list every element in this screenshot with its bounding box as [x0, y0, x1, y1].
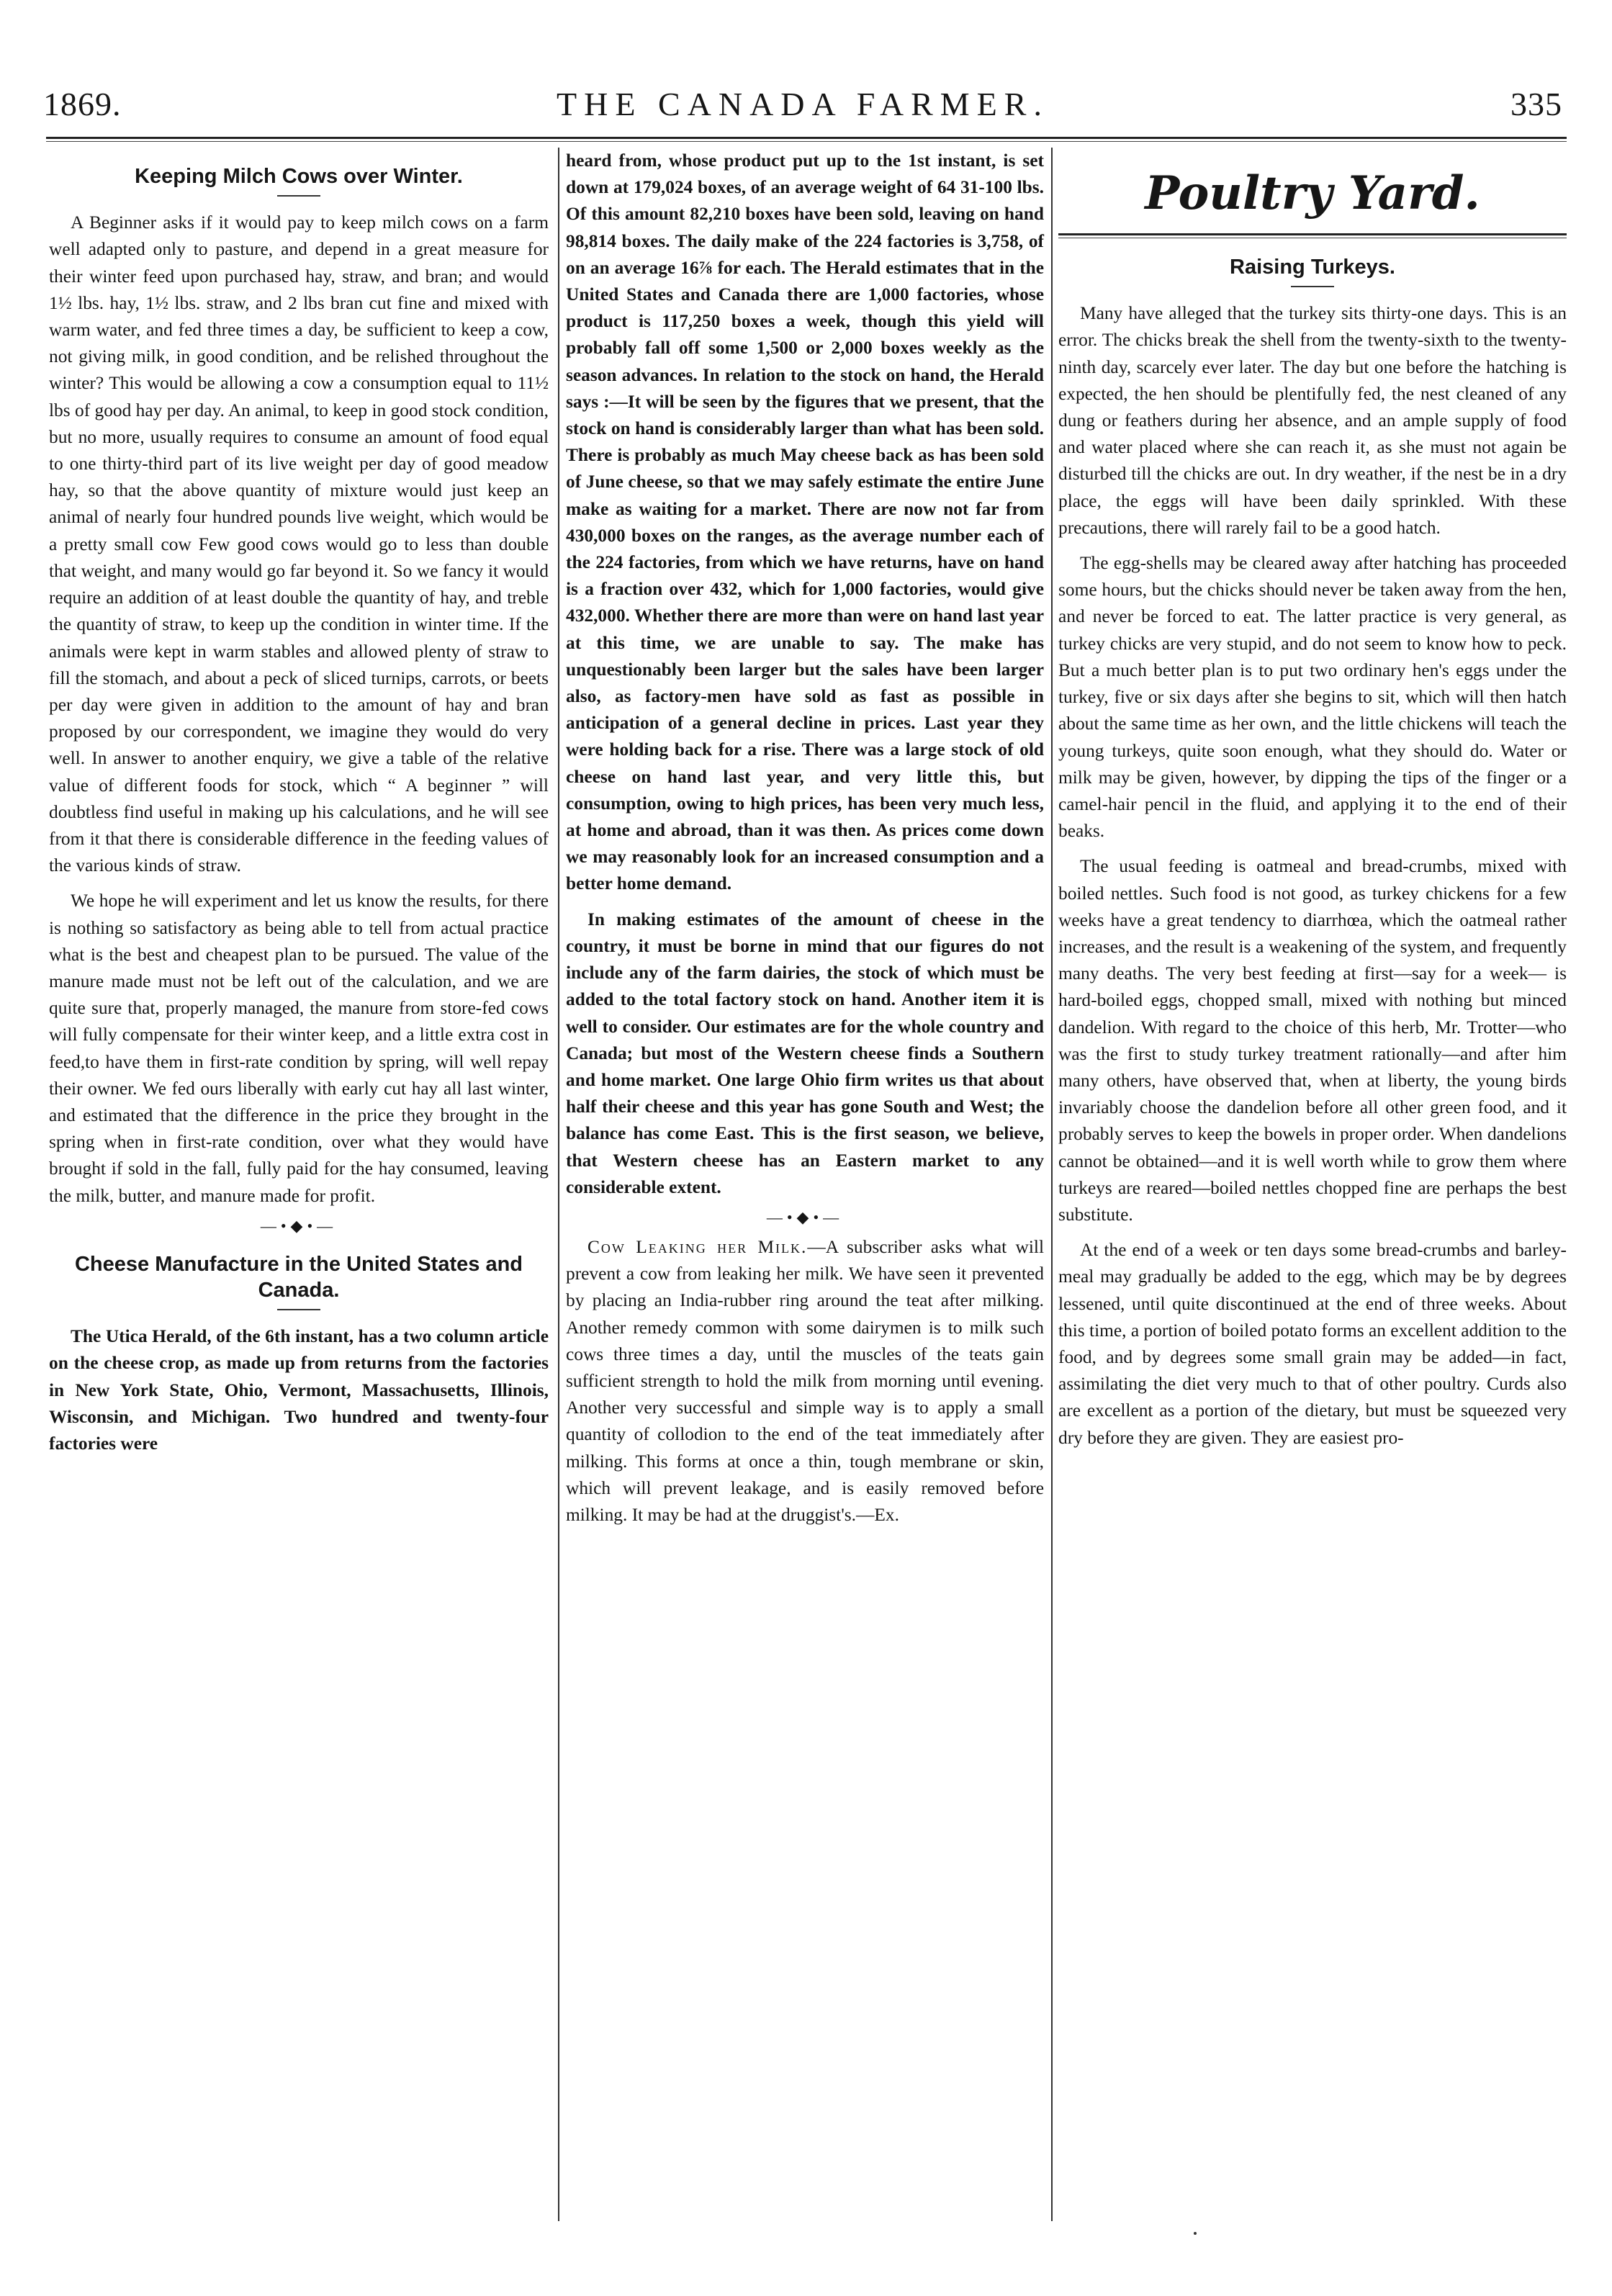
article-paragraph: A Beginner asks if it would pay to keep milch cows on a farm well adapted only to pasture, and depend in a great measure for their winter feed upon purchased hay, straw, and bran; and would 1½ lbs. hay, 1½ lbs. straw, and 2 lbs bran cut fine and mixed with warm water, and fed three times a day, be sufficient to keep a cow, not giving milk, in good condition, and be relished throughout the winter? This would be allowing a cow a consumption equal to 11½ lbs of good hay per day. An animal, to keep in good stock condition, but no more, usually requires to consume an amount of food equal to one thirty-third part of its live weight per day of good meadow hay, so that the above quantity of mixture would just keep an animal of nearly four hundred pounds live weight, which would be a pretty small cow Few good cows would go to less than double that weight, and many would go far beyond it. So we fancy it would require an addition of at least double the quantity of hay, and treble the quantity of straw, to keep up the condition in winter time. If the animals were kept in warm stables and allowed plenty of straw to fill the stomach, and about a peck of sliced turnips, carrots, or beets per day were given in addition to the amount of hay and bran proposed by our correspondent, we imagine they would do very well. In answer to another enquiry, we give a table of the relative value of different foods for stock, which “ A beginner ” will doubtless find useful in making up his calculations, and he will see from it that there is considerable difference in the feeding values of the various kinds of straw. — [49, 212, 549, 876]
column-divider-2 — [1051, 148, 1053, 2221]
article-paragraph: At the end of a week or ten days some bread-crumbs and barley-meal may gradually be added to the egg, which may be by degrees lessened, until quite discontinued at the end of three weeks. About this time, a portion of boiled potato forms an excellent addition to the food, and by degrees some small grain may be added—in fact, assimilating the diet very much to that of other poultry. Curds also are excellent as a portion of the dietary, but must be squeezed very dry before they are given. They are easiest pro- — [1058, 1240, 1567, 1448]
header-rule-thin — [46, 141, 1567, 142]
column-1 — [49, 148, 549, 1457]
article-paragraph: The egg-shells may be cleared away after hatching has proceeded some hours, but the chicks should never be taken away from the hen, and never be forced to eat. The latter practice is very general, as turkey chicks are very stupid, and do not seem to know how to peck. But a much better plan is to put two ordinary hen's eggs under the turkey, five or six days after she begins to sit, which will then hatch about the same time as her own, and the little chickens will teach the young turkeys, quite soon enough, what they should do. Water or milk may be given, however, by dipping the tips of the finger or a camel-hair pencil in the fluid, and applying it to the end of their beaks. — [1058, 553, 1567, 842]
article-paragraph-cow-leaking — [566, 1234, 1044, 1529]
print-speck — [1194, 2232, 1197, 2235]
article-heading-cheese-manufacture: Cheese Manufacture in the United States and Canada. — [74, 1252, 523, 1302]
article-paragraph: heard from, whose product put up to the 1st instant, is set down at 179,024 boxes, of an average weight of 64 31-100 lbs. Of this amount 82,210 boxes have been sold, leaving on hand 98,814 boxes. The daily make of the 224 factories is 3,758, of on an average 16⅞ for each. The Herald estimates that in the United States and Canada there are 1,000 factories, whose product is 117,250 boxes a week, though this yield will probably fall off some 1,500 or 2,000 boxes weekly as the season advances. In relation to the stock on hand, the Herald says :—It will be seen by the figures that we present, that the stock on hand is considerably larger than what has been sold. There is probably as much May cheese back as has been sold of June cheese, so that we may safely estimate the entire June make as waiting for a market. There are now not far from 430,000 boxes on the ranges, as the average number each of the 224 factories, from which we have returns, have on hand is a fraction over 432, which for 1,000 factories, would give 432,000. Whether there are more than were on hand last year at this time, we are unable to say. The make has unquestionably been larger but the sales have been larger also, as factory-men have sold as fast as possible in anticipation of a general decline in prices. Last year they were holding back for a rise. There was a large stock of old cheese on hand last year, and very little this, but consumption, owing to high prices, has been very much less, at home and abroad, than it was then. As prices come down we may reasonably look for an increased consumption and a better home demand. — [566, 150, 1044, 894]
article-paragraph: The usual feeding is oatmeal and bread-crumbs, mixed with boiled nettles. Such food is not good, as turkey chickens for a few weeks have a great tendency to diarrhœa, which the oatmeal rather increases, and the result is a weakening of the system, and frequently many deaths. The very best feeding at first—say for a week— is hard-boiled eggs, chopped small, mixed with nothing but minced dandelion. With regard to the choice of this herb, Mr. Trotter—who was the first to study turkey treatment rationally—and after him many others, have observed that, when at liberty, the young birds invariably choose the dandelion before all other green food, and it probably serves to keep the bowels in proper order. When dandelions cannot be obtained—and it is well worth while to grow them where turkeys are reared—boiled nettles chopped fine are perhaps the best substitute. — [1058, 856, 1567, 1225]
heading-rule — [1291, 286, 1334, 287]
header-page-number: 335 — [1510, 86, 1562, 122]
article-paragraph: The Utica Herald, of the 6th instant, has a two column article on the cheese crop, as made up from returns from the factories in New York State, Ohio, Vermont, Massachusetts, Illinois, Wisconsin, and Michigan. Two hundred and twenty-four factories were — [49, 1326, 549, 1454]
ornament-separator: —•◆•— — [766, 1207, 844, 1226]
ornament-separator: —•◆•— — [260, 1216, 338, 1235]
article-paragraph: We hope he will experiment and let us know the results, for there is nothing so satisfactory as being able to tell from actual practice what is the best and cheapest plan to be pursued. The value of the manure made must not be left out of the calculation, and we are quite sure that, properly managed, the manure from store-fed cows will fully compensate for their winter keep, and a little extra cost in feed,to have them in first-rate condition by spring, will well repay their owner. We fed ours liberally with early cut hay all last winter, and estimated that the difference in the price they brought in the spring when in first-rate condition, over what they would have brought if sold in the fall, fully paid for the hay consumed, leaving the milk, butter, and manure made for profit. — [49, 891, 549, 1206]
article-paragraph: In making estimates of the amount of cheese in the country, it must be borne in mind that our figures do not include any of the farm dairies, the stock of which must be added to the total factory stock on hand. Another item it is well to consider. Our estimates are for the whole country and Canada; but most of the Western cheese finds a Southern and home market. One large Ohio firm writes us that about half their cheese and this year has gone South and West; the balance has come East. This is the first season, we believe, that Western cheese has an Eastern market to any considerable extent. — [566, 909, 1044, 1197]
heading-rule — [277, 1309, 320, 1310]
section-title-poultry-yard: Poultry Yard. — [1145, 166, 1480, 220]
article-heading-raising-turkeys: Raising Turkeys. — [1230, 256, 1395, 279]
heading-rule — [277, 195, 320, 197]
column-2 — [566, 148, 1044, 1529]
column-3 — [1058, 148, 1567, 1451]
paragraph-body: —A subscriber asks what will prevent a cow from leaking her milk. We have seen it prevented by placing an India-rubber ring around the teat after milking. Another remedy common with some dairymen is to milk such cows three times a day, until the muscles of the teats gain sufficient strength to hold the milk from morning until evening. Another very successful and simple way is to apply a small quantity of collodion to the end of the teat immediately after milking. This forms at once a thin, tough membrane or skin, which will prevent leakage, and is easily removed before milking. It may be had at the druggist's.—Ex. — [566, 1236, 1045, 1525]
column-divider-1 — [558, 148, 559, 2221]
header-title: THE CANADA FARMER. — [557, 86, 1049, 122]
header-year: 1869. — [43, 86, 122, 122]
header-rule — [46, 137, 1567, 139]
paragraph-lead: Cow Leaking her Milk. — [587, 1236, 808, 1257]
section-rule — [1058, 233, 1567, 235]
article-paragraph: Many have alleged that the turkey sits thirty-one days. This is an error. The chicks break the shell from the twenty-sixth to the twenty-ninth day, scarcely ever later. The day but one before the hatching is expected, the hen should be plentifully fed, the nest cleaned of any dung or feathers during her absence, and an ample supply of food and water placed where she can reach it, as she must not again be disturbed till the chicks are out. In dry weather, if the nest be in a dry place, the eggs will have been daily sprinkled. With these precautions, there will rarely fail to be a good hatch. — [1058, 303, 1567, 538]
masthead — [43, 85, 1562, 135]
article-heading-milch-cows: Keeping Milch Cows over Winter. — [135, 165, 463, 188]
